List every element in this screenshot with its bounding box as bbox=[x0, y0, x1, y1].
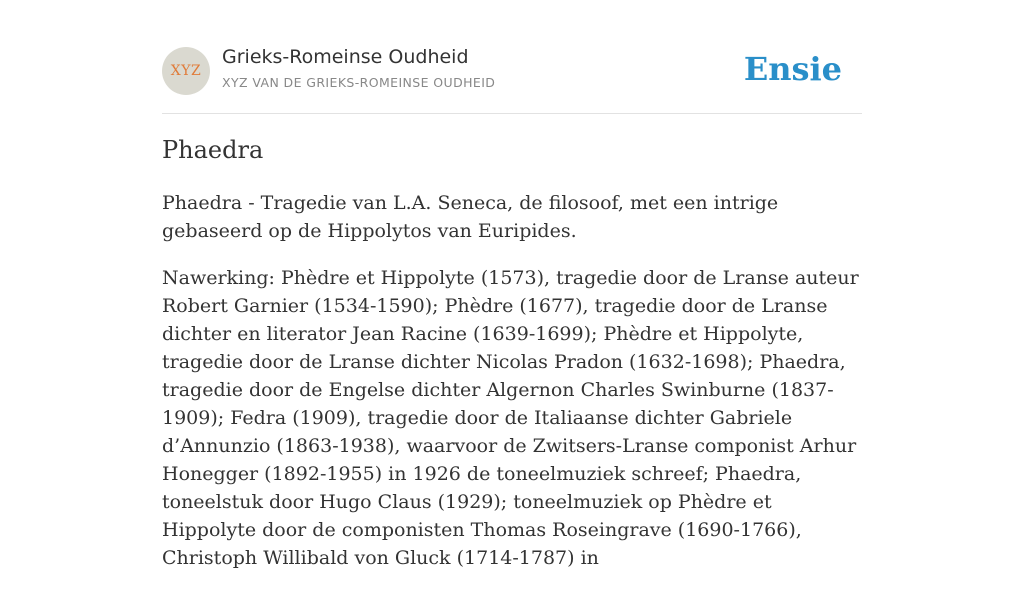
publication-avatar[interactable]: XYZ bbox=[162, 47, 210, 95]
article-paragraph: Phaedra - Tragedie van L.A. Seneca, de filosoof, met een intrige gebaseerd op de Hippolytos van Euripides. bbox=[162, 192, 779, 242]
article-paragraph: Nawerking: Phèdre et Hippolyte (1573), tragedie door de Lranse auteur Robert Garnier (1534-1590); Phèdre (1677), tragedie door de Lranse dichter en literator Jean Racine (1639-1699); Phèdre et Hippolyte, tragedie door de Lranse dichter Nicolas Pradon (1632-1698); Phaedra, tragedie door de Engelse dichter Algernon Charles Swinburne (1837-1909); Fedra (1909), tragedie door de Italiaanse dichter Gabriele d’Annunzio (1863-1938), waarvoor de Zwitsers-Lranse componist Arhur Honegger (1892-1955) in 1926 de toneelmuziek schreef; Phaedra, toneelstuk door Hugo Claus (1929); toneelmuziek op Phèdre et Hippolyte door de componisten Thomas Roseingrave (1690-1766), Christoph Willibald von Gluck (1714-1787) in bbox=[162, 267, 859, 569]
publication-name[interactable]: Grieks-Romeinse Oudheid bbox=[222, 46, 469, 68]
article-title: Phaedra bbox=[162, 136, 264, 164]
ensie-logo[interactable]: Ensie bbox=[743, 50, 842, 88]
article-body bbox=[162, 189, 862, 591]
header bbox=[162, 0, 862, 114]
page bbox=[162, 0, 862, 569]
publication-subtitle: XYZ VAN DE GRIEKS-ROMEINSE OUDHEID bbox=[222, 75, 496, 90]
